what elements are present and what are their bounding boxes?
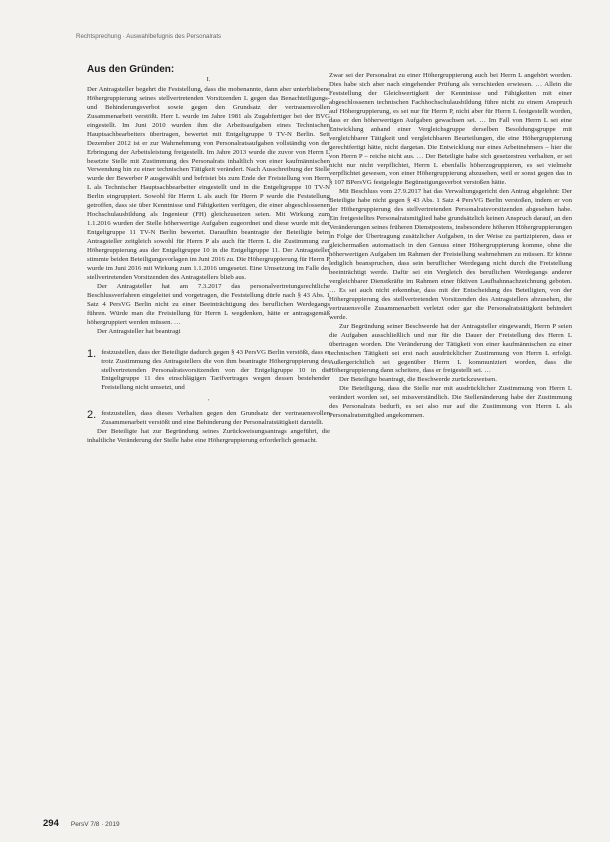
section-numeral: I. [206, 75, 211, 83]
item-text: festzustellen, dass dieses Verhalten gegen den Grundsatz der vertrauensvollen Zusammenarbeit verstößt und eine Behinderung der Personalratstätigkeit darstellt. [101, 410, 330, 427]
item-text: festzustellen, dass der Beteiligte dadurch gegen § 43 PersVG Berlin verstößt, dass er trotz Zustimmung des Antragstellers die von ihm beantragte Höhergruppierung des stellvertretenden Personalratsvorsitzenden von der Entgeltgruppe 10 in die Entgeltgruppe 11 des einschlägigen Tarifvertrages wegen dessen bestehender Freistellung nicht umsetzt, und [101, 348, 330, 392]
paragraph: Zwar sei der Personalrat zu einer Höhergruppierung auch bei Herrn L angehört worden. Dies habe sich aber nach eingehender Prüfung als verschieden erwiesen. … Allein die Feststellung der Gleichwertigkeit der Kenntnisse und Fähigkeiten mit einer abgeschlossenen technischen Fachhochschulausbildung führe nicht zu einem Anspruch auf Höhergruppierung, es sei nur für Herrn P, nicht aber für Herrn L festgestellt worden, dass er den höherwertigen Aufgaben gewachsen sei. … Im Fall von Herrn L sei eine Entwicklung anhand einer Vergleichsgruppe derselben Besoldungsgruppe mit vergleichbarer Tätigkeit und vergleichbaren Beurteilungen, die eine Höhergruppierung gerechtfertigt hätte, nicht dargetan. Die Entwicklung nur eines Arbeitnehmers – hier die von Herrn P – reiche nicht aus. … Der Beteiligte habe sich gesetzestreu verhalten, er sei nicht nur nicht verpflichtet, Herrn L ebenfalls höherzugruppieren, es sei vielmehr verpflichtet gewesen, von einer Höhergruppierung abzusehen, weil er sonst gegen das in § 107 BPersVG festgelegte Begünstigungsverbot verstoßen hätte. [329, 72, 572, 187]
numbered-item [87, 410, 330, 428]
paragraph: Der Beteiligte hat zur Begründung seines Zurückweisungsantrags angeführt, die inhaltliche Veränderung der Stelle habe eine Höhergruppierung erforderlich gemacht. [87, 428, 330, 445]
right-column [329, 72, 572, 421]
paragraph: Die Beteiligung, dass die Stelle nur mit ausdrücklicher Zustimmung von Herrn L verändert worden sei, sei missverständlich. Die Stellenänderung habe der Zustimmung des Personalrats bedurft, es sei also nur auf die Zustimmung von Herrn L als Personalratsmitglied angekommen. [329, 385, 572, 420]
paragraph: Zur Begründung seiner Beschwerde hat der Antragsteller eingewandt, Herrn P seien die Aufgaben ausschließlich und nur für die Dauer der Freistellung des Herrn L übertragen worden. Die Veränderung der Tätigkeit von einer kaufmännischen zu einer technischen Tätigkeit sei erst nach ausdrücklicher Zustimmung von Herrn L erfolgt. Außergerichtlich sei gegenüber Herrn L kommuniziert worden, dass die Höhergruppierung dann scheitere, dass er freigestellt sei. … [329, 322, 572, 375]
paragraph: Der Antragsteller hat beantragt [97, 327, 181, 335]
left-column [87, 66, 330, 446]
paragraph: Der Beteiligte beantragt, die Beschwerde zurückzuweisen. [339, 376, 497, 384]
page-footer [43, 818, 120, 829]
item-number: 1. [87, 347, 97, 360]
journal-reference: PersV 7/8 · 2019 [70, 821, 120, 828]
numbered-item [87, 349, 330, 394]
paragraph: Der Antragsteller hat am 7.3.2017 das personalvertretungsrechtliche Beschlussverfahren eingeleitet und vorgetragen, die Feststellung dürfe nach § 43 Abs. 1 Satz 4 PersVG Berlin nicht zu einer Beeinträchtigung des beruflichen Werdegangs führen. Würde man die Freistellung für Herrn L wegdenken, hätte er antragsgemäß höhergruppiert werden müssen. … [87, 282, 330, 326]
section-title: Aus den Gründen: [87, 64, 175, 75]
paragraph: Der Antragsteller begehrt die Feststellung, dass die mobenannte, dann aber unterbliebene Höhergruppierung seines stellvertretenden Vorsitzenden L gegen das Benachteiligungs- und Behinderungsverbot sowie gegen den Grundsatz der vertrauensvollen Zusammenarbeit verstößt. Herr L wurde im Jahre 1981 als Zugabfertiger bei der BVG eingestellt. Im Juni 2010 wurden ihm die Arbeitsaufgaben eines Technischen Hauptsachbearbeiters übertragen, bewertet mit Entgeltgruppe 9 TV-N Berlin. Seit Dezember 2012 ist er zur Wahrnehmung von Personalratsaufgaben vollständig von der Erbringung der Arbeitsleistung freigestellt. Im Jahre 2013 wurde die zuvor von Herrn L besetzte Stelle mit Zustimmung des Personalrats inhaltlich von einer kaufmännischen Verwendung hin zu einer technischen Tätigkeit verändert. Nach Ausschreibung der Stelle wurde der Bewerber P ausgewählt und befristet bis zum Ende der Freistellung von Herrn L als Technischer Hauptsachbearbeiter eingestellt und in die Entgeltgruppe 10 TV-N Berlin eingruppiert. Sowohl für Herrn L als auch für Herrn P wurde die Feststellung getroffen, dass sie über Kenntnisse und Fähigkeiten verfügen, die einer abgeschlossenen Hochschulausbildung als Ingenieur (FH) gleichzusetzen seien. Mit Wirkung zum 1.1.2016 wurden der Stelle höherwertige Aufgaben zugeordnet und diese wurde mit der Entgeltgruppe 11 TV-N Berlin bewertet. Daraufhin beantragte der Beteiligte beim Antragsteller zeitgleich sowohl für Herrn P als auch für Herrn L die Zustimmung zur Höhergruppierung aus der Entgeltgruppe 10 in die Entgeltgruppe 11. Der Antragsteller stimmte beiden Beteiligungsvorlagen im Juni 2016 zu. Die Höhergruppierung für Herrn P wurde im Juni 2016 mit Wirkung zum 1.1.2016 umgesetzt. Eine Umsetzung im Falle des stellvertretenden Vorsitzenden des Antragstellers blieb aus. [87, 85, 330, 281]
running-header: Rechtsprechung · Auswahlbefugnis des Personalrats [76, 33, 222, 40]
item-number: 2. [87, 409, 97, 422]
separator-dot: • [207, 398, 210, 405]
page-number: 294 [43, 818, 59, 829]
paragraph: Mit Beschluss vom 27.9.2017 hat das Verwaltungsgericht den Antrag abgelehnt: Der Beteiligte habe nicht gegen § 43 Abs. 1 Satz 4 PersVG Berlin verstoßen, indem er von der Höhergruppierung des stellvertretenden Personalratsvorsitzenden abgesehen habe. Ein freigestelltes Personalratsmitglied habe grundsätzlich keinen Anspruch darauf, an den Veränderungen seines früheren Dienstpostens, insbesondere höheren Höhergruppierungen in Folge der Übertragung zusätzlicher Aufgaben, in der Weise zu partizipieren, dass er gleichermaßen automatisch in den Genuss einer Höhergruppierung komme, ohne die höherwertigen Aufgaben im Rahmen der Freistellung wahrnehmen zu müssen. Er könne lediglich beanspruchen, dass sein beruflicher Werdegang nicht durch die Freistellung beeinträchtigt werde. Dafür sei ein Vergleich des beruflichen Werdegangs anderer vergleichbarer Dienstkräfte im Rahmen einer fiktiven Laufbahnnachzeichnung geboten. … Es sei auch nicht erkennbar, dass mit der Entscheidung des Beteiligten, von der Höhergruppierung des stellvertretenden Vorsitzenden des Antragstellers abzusehen, die vertrauensvolle Zusammenarbeit verletzt oder gar die Personalratstätigkeit behindert werde. [329, 188, 572, 321]
